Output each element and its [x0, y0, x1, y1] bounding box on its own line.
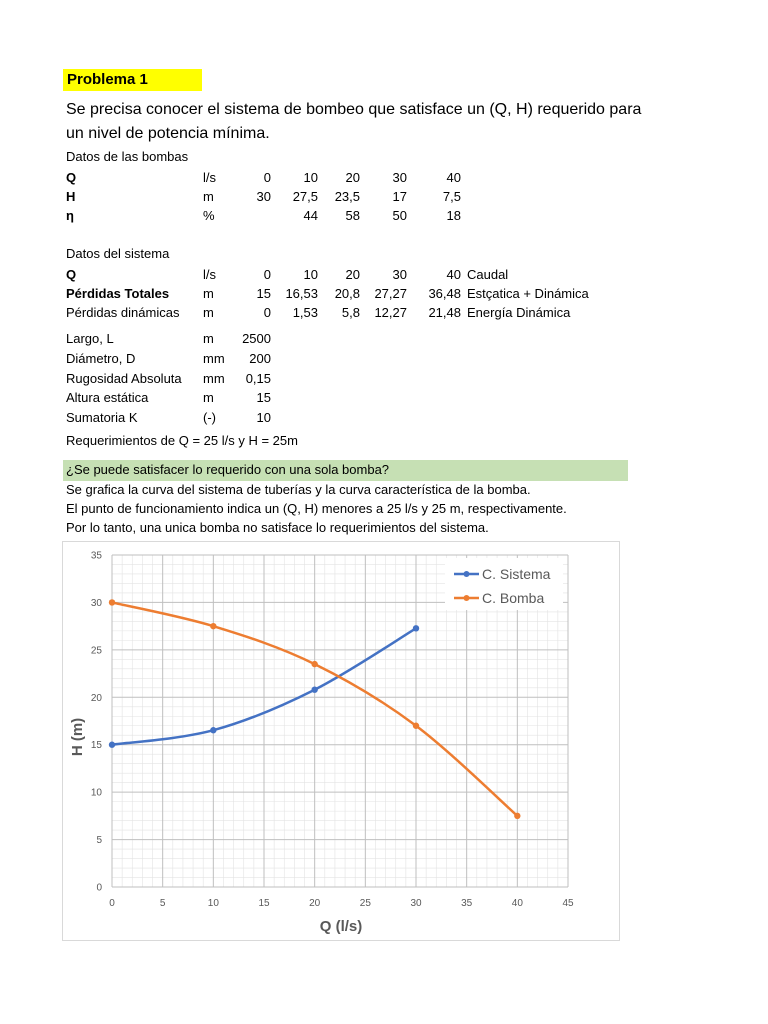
row-unit: m	[203, 305, 214, 320]
intro-text: Se precisa conocer el sistema de bombeo que satisface un (Q, H) requerido para un nivel de potencia mínima.	[66, 101, 642, 142]
x-tick-label: 25	[359, 898, 371, 909]
param-label: Rugosidad Absoluta	[66, 371, 182, 386]
cell: 58	[345, 208, 360, 223]
param-unit: mm	[203, 351, 225, 366]
param-row	[0, 408, 768, 427]
y-tick-label: 35	[90, 550, 102, 562]
param-unit: mm	[203, 371, 225, 386]
cell: 10	[303, 267, 318, 282]
param-value: 10	[256, 410, 271, 425]
data-point-bomba	[311, 661, 317, 667]
data-point-sistema	[109, 742, 115, 748]
data-point-sistema	[210, 727, 216, 733]
x-axis-label: Q (l/s)	[319, 918, 363, 935]
cell: 0	[263, 267, 271, 282]
param-unit: m	[203, 390, 214, 405]
legend-label-bomba: C. Bomba	[482, 590, 545, 606]
requirements-text: Requerimientos de Q = 25 l/s y H = 25m	[66, 433, 298, 448]
param-value: 200	[249, 351, 271, 366]
x-tick-label: 5	[159, 898, 166, 909]
cell: 23,5	[334, 189, 360, 204]
pumps-heading: Datos de las bombas	[66, 149, 189, 164]
system-row-losses-dynamic	[0, 303, 768, 322]
legend-marker-bomba	[464, 595, 470, 601]
x-tick-label: 0	[109, 898, 115, 909]
cell: 20	[345, 170, 360, 185]
row-label: η	[66, 208, 74, 223]
x-tick-label: 10	[207, 898, 219, 909]
x-tick-label: 20	[309, 898, 321, 909]
pumps-row-h	[0, 187, 768, 206]
y-tick-label: 25	[90, 645, 102, 657]
legend-marker-sistema	[464, 571, 470, 577]
x-tick-label: 15	[258, 898, 270, 909]
y-tick-label: 15	[90, 740, 102, 752]
row-unit: l/s	[203, 267, 216, 282]
y-tick-label: 20	[90, 692, 102, 704]
cell: 36,48	[428, 286, 461, 301]
param-value: 15	[256, 390, 271, 405]
x-tick-label: 35	[461, 898, 473, 909]
cell: 20	[345, 267, 360, 282]
cell: 30	[256, 189, 271, 204]
param-row	[0, 329, 768, 348]
cell: 21,48	[428, 305, 461, 320]
cell: 10	[303, 170, 318, 185]
y-tick-label: 10	[90, 787, 102, 799]
data-point-bomba	[413, 723, 419, 729]
param-value: 2500	[242, 331, 271, 346]
pumps-row-eta	[0, 206, 768, 225]
pumps-row-q	[0, 168, 768, 187]
param-label: Sumatoria K	[66, 410, 138, 425]
param-unit: (-)	[203, 410, 216, 425]
param-unit: m	[203, 331, 214, 346]
cell: 40	[446, 267, 461, 282]
pump-system-chart	[63, 542, 619, 940]
param-label: Altura estática	[66, 390, 149, 405]
param-label: Largo, L	[66, 331, 114, 346]
param-row	[0, 369, 768, 388]
system-heading: Datos del sistema	[66, 246, 170, 261]
data-point-bomba	[210, 623, 216, 629]
cell: 12,27	[374, 305, 407, 320]
cell: 30	[392, 267, 407, 282]
chart-frame	[62, 541, 620, 941]
legend-label-sistema: C. Sistema	[482, 566, 551, 582]
data-point-bomba	[514, 813, 520, 819]
system-row-losses-total	[0, 284, 768, 303]
cell: 18	[446, 208, 461, 223]
cell: 5,8	[341, 305, 360, 320]
row-label: Q	[66, 170, 77, 185]
chart-legend	[445, 558, 563, 610]
y-axis-label: H (m)	[69, 717, 86, 757]
cell: 27,27	[374, 286, 407, 301]
cell: 27,5	[292, 189, 318, 204]
param-label: Diámetro, D	[66, 351, 136, 366]
data-point-sistema	[413, 625, 419, 631]
row-unit: %	[203, 208, 215, 223]
question-text: ¿Se puede satisfacer lo requerido con una sola bomba?	[66, 462, 390, 477]
data-point-sistema	[311, 686, 317, 692]
param-row	[0, 388, 768, 407]
cell: 20,8	[334, 286, 360, 301]
cell: 15	[256, 286, 271, 301]
row-label: Q	[66, 267, 77, 282]
answer-line: Por lo tanto, una unica bomba no satisface lo requerimientos del sistema.	[66, 520, 489, 535]
cell: 44	[303, 208, 318, 223]
problem-title: Problema 1	[67, 71, 148, 88]
cell: 30	[392, 170, 407, 185]
row-unit: m	[203, 286, 214, 301]
cell: 1,53	[292, 305, 318, 320]
row-unit: m	[203, 189, 214, 204]
y-tick-label: 0	[96, 882, 102, 894]
row-note: Estçatica + Dinámica	[467, 286, 589, 301]
row-label: Pérdidas Totales	[66, 286, 170, 301]
row-unit: l/s	[203, 170, 216, 185]
param-value: 0,15	[245, 371, 271, 386]
cell: 0	[263, 305, 271, 320]
cell: 7,5	[442, 189, 461, 204]
x-tick-label: 45	[562, 898, 574, 909]
cell: 40	[446, 170, 461, 185]
row-note: Energía Dinámica	[467, 305, 571, 320]
cell: 16,53	[285, 286, 318, 301]
answer-line: El punto de funcionamiento indica un (Q, H) menores a 25 l/s y 25 m, respectivamente.	[66, 501, 567, 516]
y-tick-label: 5	[96, 835, 102, 847]
cell: 17	[392, 189, 407, 204]
row-note: Caudal	[467, 267, 509, 282]
row-label: Pérdidas dinámicas	[66, 305, 180, 320]
answer-line: Se grafica la curva del sistema de tuberías y la curva característica de la bomba.	[66, 482, 531, 497]
param-row	[0, 349, 768, 368]
system-row-q	[0, 265, 768, 284]
cell: 0	[263, 170, 271, 185]
data-point-bomba	[109, 599, 115, 605]
x-tick-label: 30	[410, 898, 422, 909]
cell: 50	[392, 208, 407, 223]
y-tick-label: 30	[90, 597, 102, 609]
row-label: H	[66, 189, 76, 204]
x-tick-label: 40	[511, 898, 523, 909]
